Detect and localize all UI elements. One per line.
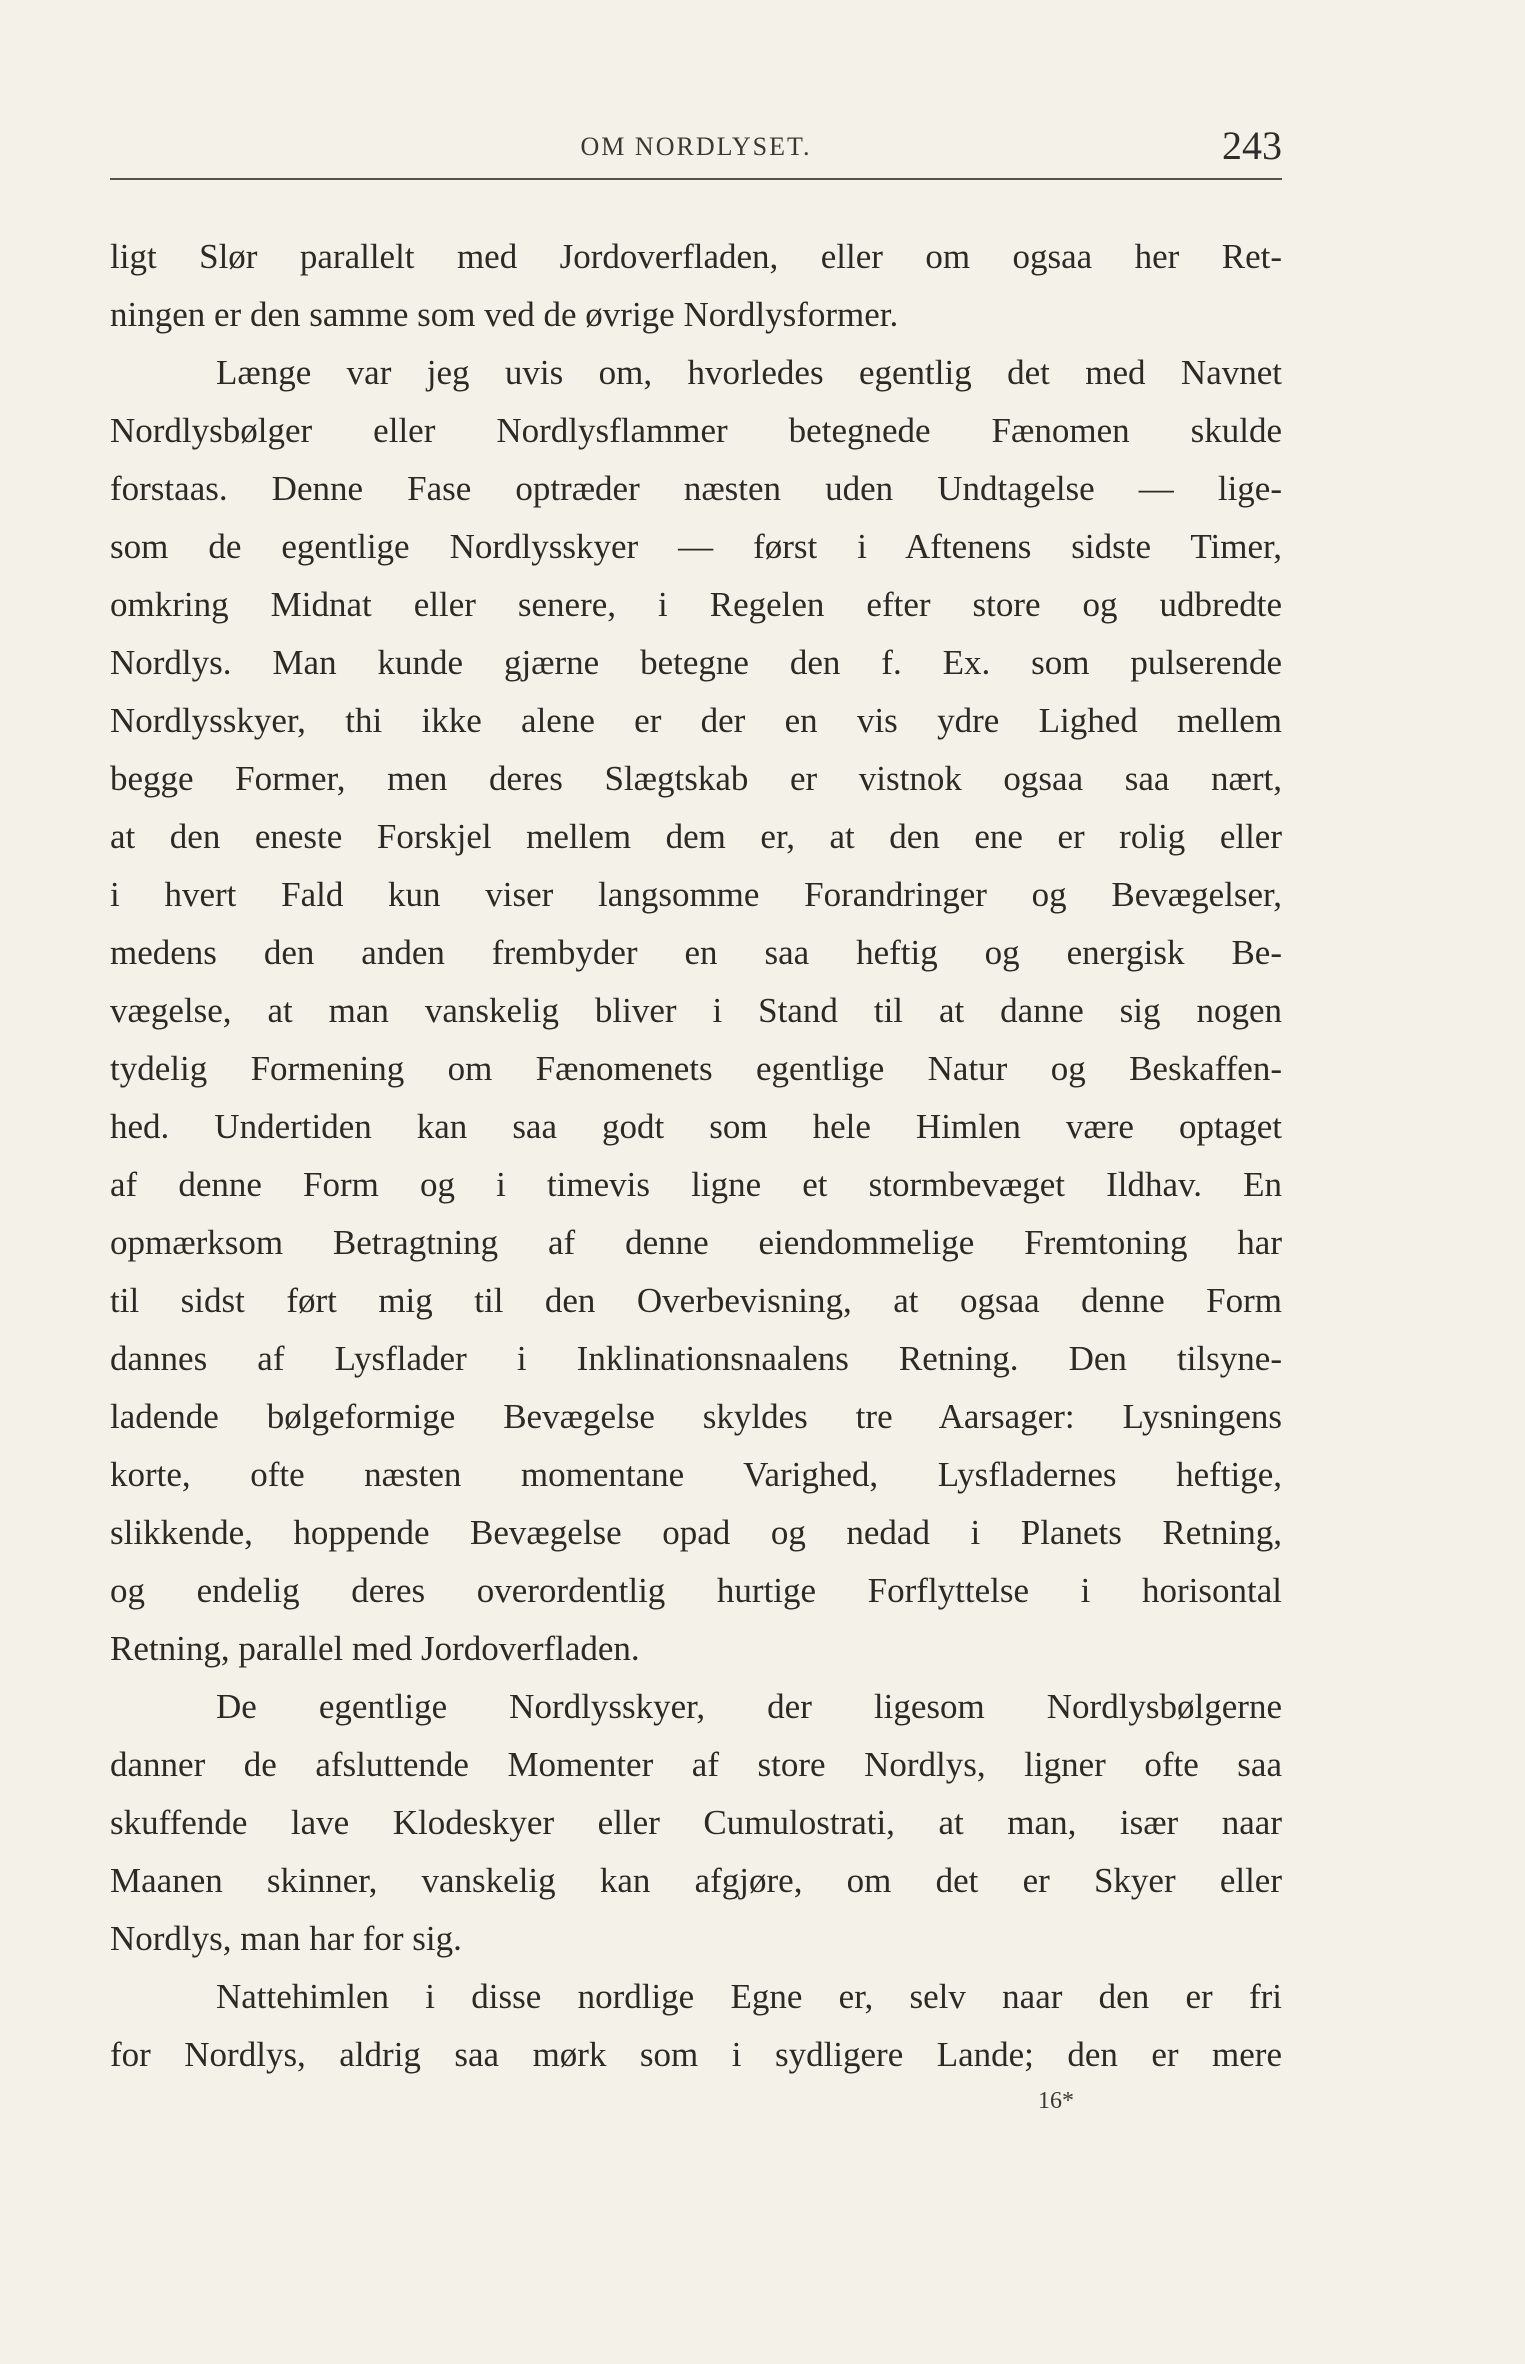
text-line: slikkende, hoppende Bevægelse opad og nedad i Planets Retning, (110, 1513, 1282, 1552)
page-number: 243 (1222, 123, 1282, 168)
text-line: ligt Slør parallelt med Jordoverfladen, eller om ogsaa her Ret- (110, 237, 1282, 276)
header-rule (110, 178, 1282, 180)
text-line: som de egentlige Nordlysskyer — først i Aftenens sidste Timer, (110, 527, 1282, 566)
text-line: korte, ofte næsten momentane Varighed, Lysfladernes heftige, (110, 1455, 1282, 1494)
text-line: tydelig Formening om Fænomenets egentlige Natur og Beskaffen- (110, 1049, 1282, 1088)
text-line: begge Former, men deres Slægtskab er vistnok ogsaa saa nært, (110, 759, 1282, 798)
text-line: Nordlysskyer, thi ikke alene er der en vis ydre Lighed mellem (110, 701, 1282, 740)
text-line: at den eneste Forskjel mellem dem er, at den ene er rolig eller (110, 817, 1282, 856)
text-line: for Nordlys, aldrig saa mørk som i sydligere Lande; den er mere (110, 2035, 1282, 2074)
text-line: til sidst ført mig til den Overbevisning, at ogsaa denne Form (110, 1281, 1282, 1320)
text-line: Længe var jeg uvis om, hvorledes egentlig det med Navnet (216, 353, 1282, 392)
text-line: Nordlys. Man kunde gjærne betegne den f. Ex. som pulserende (110, 643, 1282, 682)
running-title: OM NORDLYSET. (580, 132, 812, 161)
text-line: og endelig deres overordentlig hurtige Forflyttelse i horisontal (110, 1571, 1282, 1610)
text-line: Nordlys, man har for sig. (110, 1919, 462, 1958)
text-line: hed. Undertiden kan saa godt som hele Himlen være optaget (110, 1107, 1282, 1146)
text-line: Nattehimlen i disse nordlige Egne er, selv naar den er fri (216, 1977, 1282, 2016)
text-line: opmærksom Betragtning af denne eiendommelige Fremtoning har (110, 1223, 1282, 1262)
text-line: i hvert Fald kun viser langsomme Forandringer og Bevægelser, (110, 875, 1282, 914)
text-line: forstaas. Denne Fase optræder næsten uden Undtagelse — lige- (110, 469, 1282, 508)
text-line: dannes af Lysflader i Inklinationsnaalens Retning. Den tilsyne- (110, 1339, 1282, 1378)
text-line: vægelse, at man vanskelig bliver i Stand til at danne sig nogen (110, 991, 1282, 1030)
text-line: af denne Form og i timevis ligne et stormbevæget Ildhav. En (110, 1165, 1282, 1204)
text-line: skuffende lave Klodeskyer eller Cumulostrati, at man, især naar (110, 1803, 1282, 1842)
text-line: De egentlige Nordlysskyer, der ligesom Nordlysbølgerne (216, 1687, 1282, 1726)
text-line: danner de afsluttende Momenter af store Nordlys, ligner ofte saa (110, 1745, 1282, 1784)
text-line: ningen er den samme som ved de øvrige Nordlysformer. (110, 295, 899, 334)
text-line: medens den anden frembyder en saa heftig og energisk Be- (110, 933, 1282, 972)
text-line: ladende bølgeformige Bevægelse skyldes tre Aarsager: Lysningens (110, 1397, 1282, 1436)
body-text (110, 228, 1282, 2084)
text-line: Retning, parallel med Jordoverfladen. (110, 1629, 640, 1668)
text-line: Maanen skinner, vanskelig kan afgjøre, om det er Skyer eller (110, 1861, 1282, 1900)
running-head (110, 118, 1282, 178)
text-line: omkring Midnat eller senere, i Regelen efter store og udbredte (110, 585, 1282, 624)
text-line: Nordlysbølger eller Nordlysflammer betegnede Fænomen skulde (110, 411, 1282, 450)
signature-mark: 16* (1038, 2088, 1074, 2114)
